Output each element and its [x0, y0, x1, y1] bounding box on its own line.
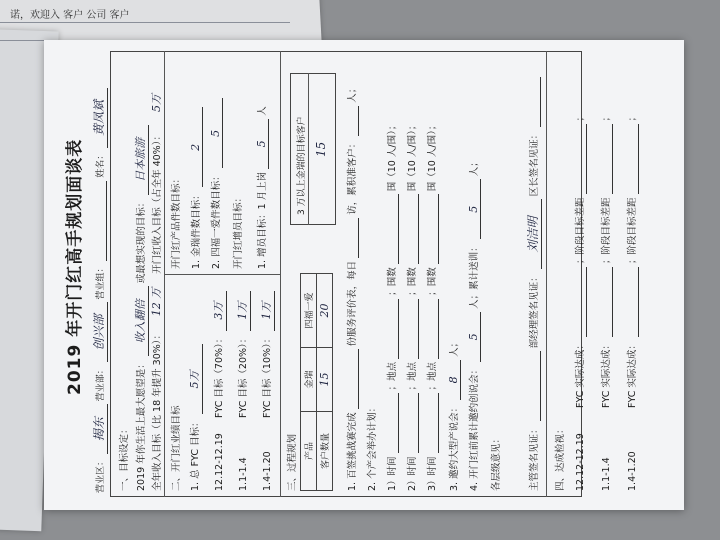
challenge-value [347, 349, 359, 409]
target-client-header: 3 万以上金瑞的目标客户 [297, 116, 307, 215]
event-time-value [427, 393, 439, 453]
review-gap-value [575, 124, 587, 194]
prospect-value [347, 106, 359, 136]
s1-line2 [148, 78, 165, 491]
event-place-value [427, 299, 439, 359]
event-count-unit: 围（10 人/围）； [387, 120, 398, 192]
large-event-label: 3. 邀约大型产说会： [449, 402, 460, 491]
signature-row [524, 77, 542, 491]
section1-heading: 一、目标设定： [119, 424, 130, 491]
s3-item4 [466, 157, 481, 491]
form-title: 2019 年开门红高手规划面谈表 [65, 138, 85, 395]
training-label: 人；累计送训： [469, 242, 480, 309]
section3-heading: 三、过程规划 [287, 433, 298, 491]
fyc-value: 3万 [210, 291, 227, 331]
fyc-period: 1.4-1.20 [262, 451, 273, 491]
event-time-label: 1）时间 [387, 456, 398, 491]
table-cell: 15 [317, 348, 333, 412]
district-manager-sign-value [529, 77, 541, 127]
event-count-label: ；围数 [387, 267, 398, 296]
table-row [301, 274, 317, 491]
divider-vertical [164, 274, 280, 275]
event-row [404, 121, 419, 491]
event-place-label: ；地点 [387, 361, 398, 391]
district-label: 营业区： [96, 456, 106, 493]
review-end: ； [575, 111, 586, 122]
review-actual-label: FYC 实际达成： [601, 340, 612, 408]
dept-manager-signature: 刘洁明 [524, 199, 542, 269]
event-place-label: ；地点 [407, 361, 418, 391]
event-count-value [427, 194, 439, 264]
section2-heading: 二、开门红业绩目标 [171, 405, 182, 491]
table-cell: 20 [317, 274, 333, 348]
kickoff-income-value: 5万 [148, 78, 165, 128]
wish-label: 2019 年你生活上最大愿望是： [136, 359, 147, 491]
dept-value: 创兴部 [90, 302, 108, 362]
review-actual-value [575, 267, 587, 337]
s3-item2: 2. 个产会举办计划： [367, 402, 378, 491]
fyc-period: 12.12-12.19 [214, 433, 225, 491]
jinrui-target-value: 2 [189, 107, 203, 187]
review-end: ； [601, 111, 612, 122]
review-row [624, 112, 639, 491]
sifu-target-value: 5 [209, 98, 223, 168]
product-table [300, 273, 333, 491]
survey-label: 份服务评价表，每日 [347, 260, 358, 347]
jinrui-target-label: 1. 金瑞件数目标： [191, 190, 202, 269]
review-period: 12.12-12.19 [575, 433, 586, 491]
section4-heading: 四、达成检视： [555, 424, 566, 491]
fyc-label: FYC 目标（20%）： [238, 333, 249, 418]
recruit-target-unit: 人 [257, 106, 268, 116]
review-actual-value [601, 267, 613, 337]
manager-sign-label: 主管签名见证： [529, 424, 540, 491]
recruit-heading: 开门红增员目标： [233, 192, 244, 269]
event-count-label: ；围数 [407, 267, 418, 296]
review-actual-label: FYC 实际达成： [627, 340, 638, 408]
recruit-target [254, 106, 269, 269]
large-event-value: 8 [447, 360, 461, 400]
recruit-target-label: 1. 增员目标：1 月上岗 [257, 171, 268, 269]
dept-label: 营业部： [96, 365, 106, 402]
fyc-row [258, 291, 275, 491]
fyc-total-value: 5万 [186, 344, 203, 414]
fyc-value: 1万 [258, 291, 275, 331]
fyc-label: FYC 目标（70%）： [214, 333, 225, 418]
s3-item1 [344, 84, 359, 491]
review-gap-label: ；阶段目标差距 [575, 197, 586, 264]
review-period: 1.4-1.20 [627, 451, 638, 491]
fyc-value: 1万 [234, 291, 251, 331]
divider [280, 51, 281, 497]
goal-label: 或最想实现的目标： [136, 197, 147, 284]
table-row-label: 客户数量 [317, 412, 333, 491]
challenge-label: 1. 百签挑战赛完成 [347, 412, 358, 491]
background-left-text [0, 60, 2, 126]
fyc-total-label: 1. 总 FYC 目标： [190, 417, 201, 491]
event-row [424, 121, 439, 491]
district-value: 揭东 [90, 404, 108, 454]
kickoff-income-label: 开门红收入目标（占全年 40%）： [152, 131, 163, 274]
fyc-period: 1.1-1.4 [238, 457, 249, 491]
district-manager-sign-label: 区长签名见证： [529, 129, 540, 197]
event-count-unit: 围（10 人/围）； [427, 120, 438, 192]
table-header: 金瑞 [301, 348, 317, 412]
review-gap-value [627, 124, 639, 194]
prospect-label: 访，累积准客户： [347, 138, 358, 215]
product-target-2 [208, 98, 223, 269]
table-row [317, 274, 333, 491]
review-gap-label: ；阶段目标差距 [601, 197, 612, 264]
event-place-value [407, 299, 419, 359]
training-unit: 人； [469, 157, 480, 177]
event-count-value [407, 194, 419, 264]
annual-income-value: 12 万 [148, 277, 165, 327]
review-period: 1.1-1.4 [601, 457, 612, 491]
sifu-target-label: 2. 四福一爱件数目标： [211, 171, 222, 269]
review-actual-value [627, 267, 639, 337]
header-row [90, 88, 108, 493]
divider [546, 51, 547, 497]
s1-line1 [132, 125, 149, 491]
review-row [572, 112, 587, 491]
event-row [384, 121, 399, 491]
fyc-label: FYC 目标（10%）： [262, 333, 273, 418]
event-time-label: 3）时间 [427, 456, 438, 491]
recruit-target-value: 5 [255, 119, 269, 169]
fyc-row [210, 291, 227, 491]
level-opinion-label: 各层级意见： [491, 433, 502, 491]
event-count-unit: 围（10 人/围）； [407, 120, 418, 192]
group-label: 营业组： [96, 263, 106, 300]
review-end: ； [627, 111, 638, 122]
review-row [598, 112, 613, 491]
daily-visit-value [347, 218, 359, 258]
wish-value: 收入翻倍 [132, 286, 149, 356]
event-count-value [387, 194, 399, 264]
large-event-unit: 人； [449, 337, 460, 357]
training-value: 5 [467, 179, 481, 239]
goal-value: 日本旅游 [132, 125, 149, 195]
product-target-1 [188, 107, 203, 269]
manager-sign-value [529, 351, 541, 421]
fyc-row [234, 291, 251, 491]
event-time-value [407, 393, 419, 453]
s3-item3 [446, 338, 461, 491]
event-place-value [387, 299, 399, 359]
invite-value: 5 [467, 312, 481, 362]
fyc-total [186, 344, 203, 491]
review-actual-label: FYC 实际达成： [575, 340, 586, 408]
table-header: 四福一爱 [301, 274, 317, 348]
invite-label: 4. 开门红前累计邀约创说会： [469, 364, 480, 491]
form-paper [44, 40, 684, 510]
background-line [0, 22, 290, 23]
event-time-value [387, 393, 399, 453]
event-count-label: ；围数 [427, 267, 438, 296]
background-top-text: 诺，欢迎入 客户 公司 客户 [10, 10, 130, 21]
target-client-value: 15 [314, 141, 328, 157]
prospect-unit: 人； [347, 83, 358, 103]
group-value [96, 181, 107, 261]
dept-manager-sign-label: 部经理签名见证： [529, 272, 540, 349]
table-header: 产品 [301, 412, 317, 491]
event-place-label: ；地点 [427, 361, 438, 391]
divider [308, 73, 309, 225]
product-target-heading: 开门红产品件数目标： [171, 173, 182, 269]
review-gap-label: ；阶段目标差距 [627, 197, 638, 264]
form-page [54, 45, 674, 505]
review-gap-value [601, 124, 613, 194]
annual-income-label: 全年收入目标（比 18 年提升 30%）： [152, 329, 163, 491]
name-label: 姓名： [96, 150, 106, 178]
event-time-label: 2）时间 [407, 456, 418, 491]
name-value: 黄凤斌 [90, 88, 108, 148]
